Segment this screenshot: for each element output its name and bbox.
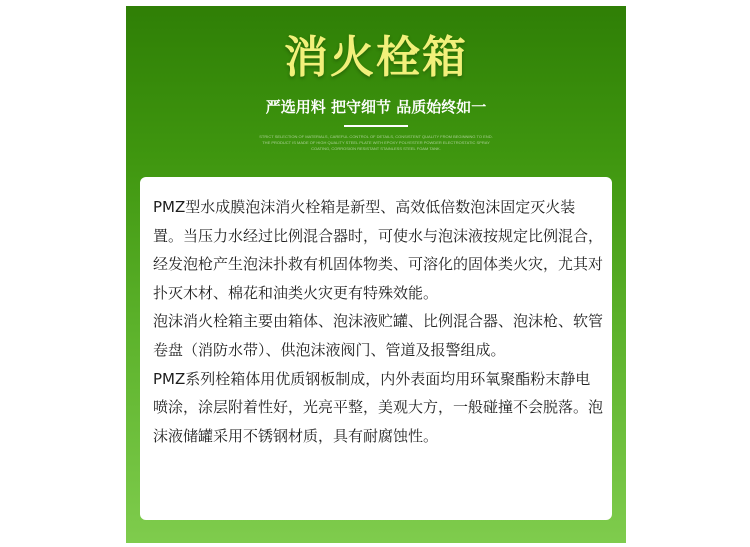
title-divider (344, 125, 408, 127)
page-subtitle: 严选用料 把守细节 品质始终如一 (265, 98, 487, 116)
page-title: 消火栓箱 (284, 32, 468, 83)
description-text (153, 193, 603, 450)
description-paragraph-2: 泡沫消火栓箱主要由箱体、泡沫液贮罐、比例混合器、泡沫枪、软管卷盘（消防水带）、供泡沫液阀门、管道及报警组成。 (153, 312, 604, 359)
description-card (140, 177, 612, 520)
product-banner (126, 6, 626, 543)
description-paragraph-3: PMZ系列栓箱体用优质钢板制成，内外表面均用环氧聚酯粉末静电喷涂，涂层附着性好，光亮平整，美观大方，一般碰撞不会脱落。泡沫液储罐采用不锈钢材质，具有耐腐蚀性。 (153, 369, 604, 445)
decorative-fine-print: STRICT SELECTION OF MATERIALS, CAREFUL CONTROL OF DETAILS, CONSISTENT QUALITY FROM BEGINNING TO END. THE PRODUCT IS MADE OF HIGH QUALITY STEEL PLATE WITH EPOXY POLYESTER POWDER ELECTROSTATIC SPRAY COATING, CORROSION RESISTANT STAINLESS STEEL FOAM TANK. (259, 134, 493, 151)
description-paragraph-1: PMZ型水成膜泡沫消火栓箱是新型、高效低倍数泡沫固定灭火装置。当压力水经过比例混合器时，可使水与泡沫液按规定比例混合，经发泡枪产生泡沫扑救有机固体物类、可溶化的固体类火灾，尤其对扑灭木材、棉花和油类火灾更有特殊效能。 (153, 198, 604, 302)
